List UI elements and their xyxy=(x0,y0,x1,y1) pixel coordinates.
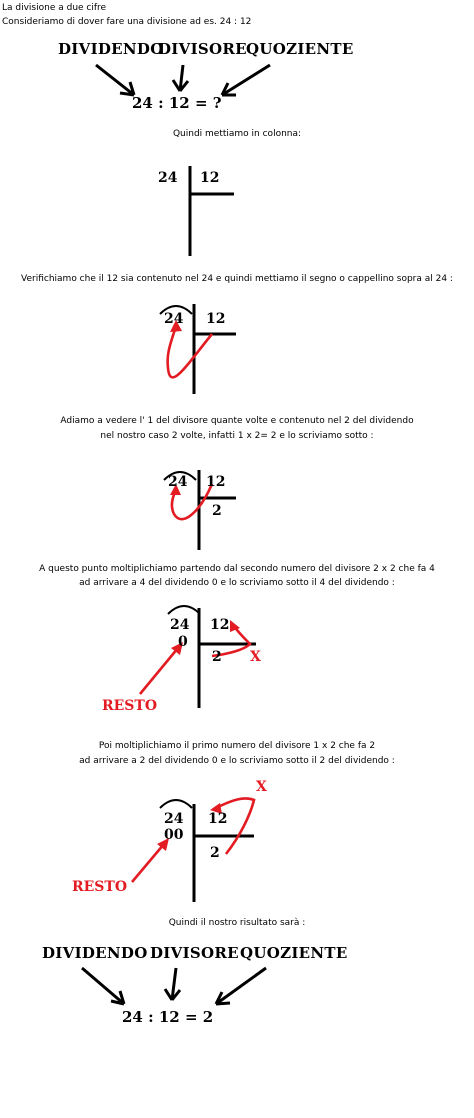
multiply-mark: X xyxy=(256,779,267,795)
dividend-number: 24 xyxy=(158,170,178,186)
step-quotient-drawing xyxy=(0,462,474,552)
divisor-number: 12 xyxy=(206,311,226,327)
terms-arrows xyxy=(0,55,474,115)
dividend-number: 24 xyxy=(164,811,184,827)
caption-step-one-a: Adiamo a vedere l' 1 del divisore quante volte e contenuto nel 2 del dividendo xyxy=(60,416,414,426)
divisor-number: 12 xyxy=(206,474,226,490)
caption-column: Quindi mettiamo in colonna: xyxy=(172,129,302,139)
label-quoziente: QUOZIENTE xyxy=(240,944,348,962)
divisor-number: 12 xyxy=(210,617,230,633)
dividend-number: 24 xyxy=(164,311,184,327)
resto-label: RESTO xyxy=(102,698,158,714)
label-quoziente: QUOZIENTE xyxy=(246,40,354,58)
label-dividendo: DIVIDENDO xyxy=(58,40,164,58)
division-bracket xyxy=(0,160,474,260)
equation-result: 24 : 12 = 2 xyxy=(122,1008,214,1026)
divisor-number: 12 xyxy=(208,811,228,827)
result-arrows xyxy=(0,960,474,1020)
caption-step-two-a: A questo punto moltiplichiamo partendo dal secondo numero del divisore 2 x 2 che fa 4 xyxy=(39,564,435,574)
label-divisore: DIVISORE xyxy=(158,40,247,58)
caption-step-one-b: nel nostro caso 2 volte, infatti 1 x 2= 2 e lo scriviamo sotto : xyxy=(100,431,374,441)
intro-title: La divisione a due cifre xyxy=(2,3,107,13)
quotient-number: 2 xyxy=(212,649,222,665)
caption-step-three-a: Poi moltiplichiamo il primo numero del divisore 1 x 2 che fa 2 xyxy=(98,741,376,751)
caption-step-two-b: ad arrivare a 4 del dividendo 0 e lo scriviamo sotto il 4 del dividendo : xyxy=(79,578,395,588)
intro-text: Consideriamo di dover fare una divisione ad es. 24 : 12 xyxy=(2,17,252,27)
divisor-number: 12 xyxy=(200,170,220,186)
quotient-number: 2 xyxy=(210,845,220,861)
quotient-number: 2 xyxy=(212,503,222,519)
equation-question: 24 : 12 = ? xyxy=(132,94,222,112)
dividend-number: 24 xyxy=(168,474,188,490)
step-first-remainder-drawing xyxy=(0,598,474,713)
label-divisore: DIVISORE xyxy=(150,944,239,962)
remainder-digit: 0 xyxy=(178,634,188,650)
resto-label: RESTO xyxy=(72,879,128,895)
step-hat-drawing xyxy=(0,296,474,396)
caption-step-three-b: ad arrivare a 2 del dividendo 0 e lo scriviamo sotto il 2 del dividendo : xyxy=(79,756,395,766)
caption-result: Quindi il nostro risultato sarà : xyxy=(168,918,306,928)
label-dividendo: DIVIDENDO xyxy=(42,944,148,962)
dividend-number: 24 xyxy=(170,617,190,633)
remainder-digits: 00 xyxy=(164,827,184,843)
caption-hat: Verifichiamo che il 12 sia contenuto nel 24 e quindi mettiamo il segno o cappellino sopra al 24 : xyxy=(21,274,453,284)
multiply-mark: X xyxy=(250,649,261,665)
